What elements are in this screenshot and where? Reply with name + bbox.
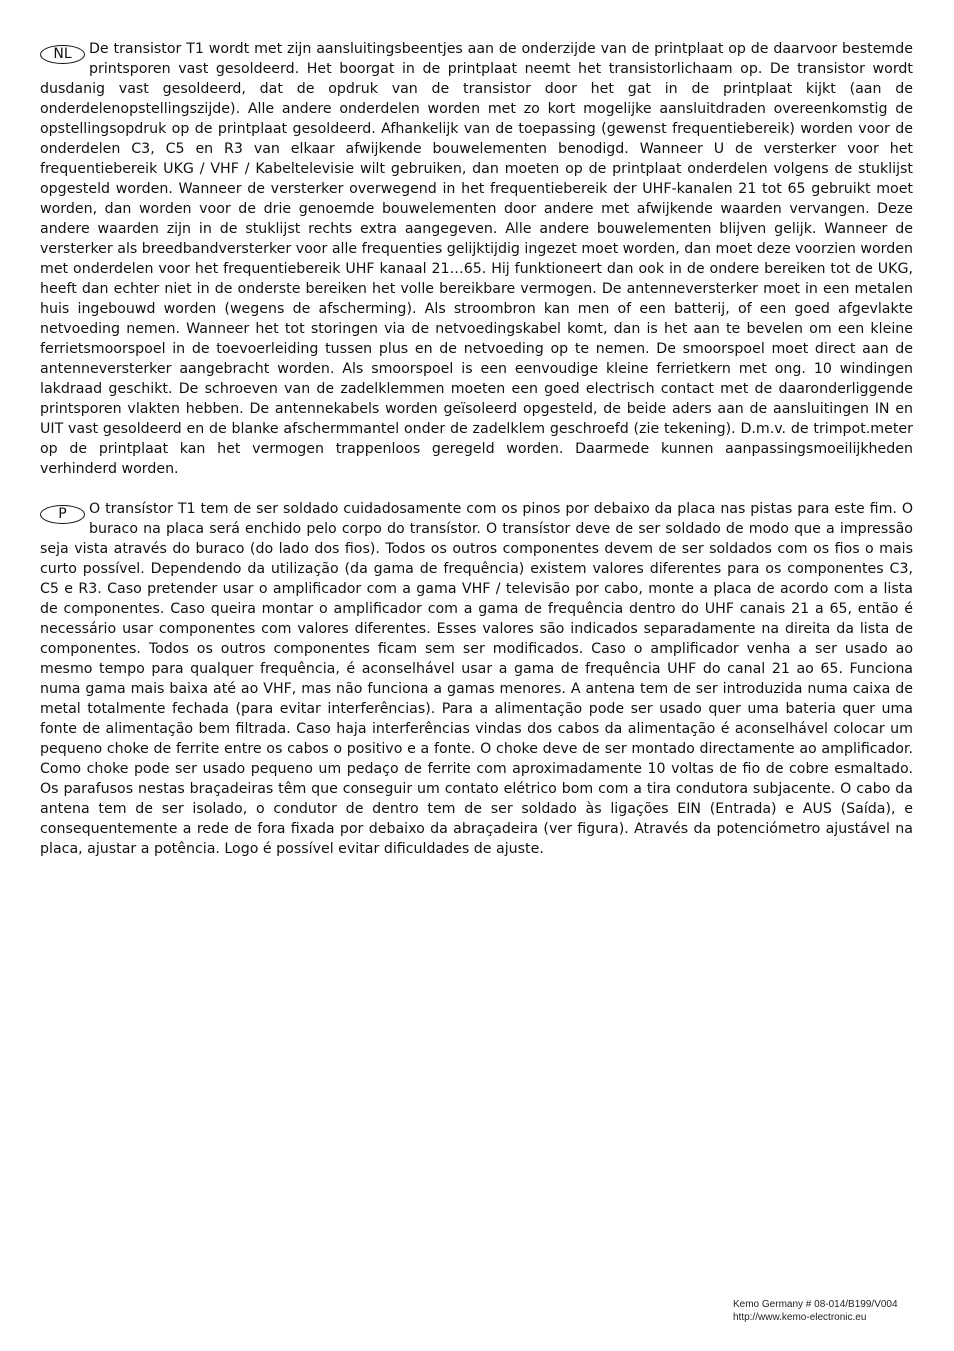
- section-portuguese: [40, 499, 913, 859]
- language-badge-nl: NL: [40, 45, 85, 64]
- footer-url: http://www.kemo-electronic.eu: [733, 1312, 867, 1323]
- footer: [733, 1298, 898, 1324]
- section-dutch-text: De transistor T1 wordt met zijn aansluitingsbeentjes aan de onderzijde van de printplaat op de daarvoor bestemde printsporen vast gesoldeerd. Het boorgat in de printplaat neemt het transistorlichaam op. De transistor wordt dusdanig vast gesoldeerd, dat de opdruk van de transistor door het gat in de printplaat kijkt (aan de onderdelenopstellingszijde). Alle andere onderdelen worden met zo kort mogelijke aansluitdraden overeenkomstig de opstellingsopdruk op de printplaat gesoldeerd. Afhankelijk van de toepassing (gewenst frequentiebereik) worden voor de onderdelen C3, C5 en R3 van elkaar afwijkende bouwelementen benodigd. Wanneer U de versterker voor het frequentiebereik UKG / VHF / Kabeltelevisie wilt gebruiken, dan moeten op de printplaat onderdelen volgens de stuklijst opgesteld worden. Wanneer de versterker overwegend in het frequentiebereik der UHF-kanalen 21 tot 65 gebruikt moet worden, dan worden voor de drie genoemde bouwelementen door andere met afwijkende waarden vervangen. Deze andere waarden zijn in de stuklijst rechts extra aangegeven. Alle andere bouwelementen blijven gelijk. Wanneer de versterker als breedbandversterker voor alle frequenties gelijktijdig ingezet moet worden, dan moet deze voorzien worden met onderdelen voor het frequentiebereik UHF kanaal 21…65. Hij funktioneert dan ook in de ondere bereiken tot de UKG, heeft dan echter niet in de onderste bereiken het volle bereikbare vermogen. De antenneversterker moet in een metalen huis ingebouwd worden (wegens de afscherming). Als stroombron kan men of een batterij, of een goed afgevlakte netvoeding nemen. Wanneer het tot storingen via de netvoedingskabel komt, dan is het aan te bevelen om een kleine ferrietsmoorspoel in de toevoerleiding tussen plus en de netvoeding op te nemen. De smoorspoel moet direct aan de antenneversterker aangebracht worden. Als smoorspoel is een eenvoudige kleine ferrietkern met ong. 10 windingen lakdraad geschikt. De schroeven van de zadelklemmen moeten een goed electrisch contact met de daaronderliggende printsporen vlakten hebben. De antennekabels worden geïsoleerd opgesteld, de beide aders aan de aansluitingen IN en UIT vast gesoldeerd en de blanke afschermmantel onder de zadelklem geschroefd (zie tekening). D.m.v. de trimpot.meter op de printplaat kan het vermogen trappenloos geregeld worden. Daarmede kunnen aanpassingsmoeilijkheden verhinderd worden.: [40, 41, 913, 477]
- language-badge-p: P: [40, 505, 85, 524]
- section-portuguese-text: O transístor T1 tem de ser soldado cuidadosamente com os pinos por debaixo da placa nas pistas para este fim. O buraco na placa será enchido pelo corpo do transístor. O transístor deve de ser soldado de modo que a impressão seja vista através do buraco (do lado dos fios). Todos os outros componentes devem de ser soldados com os fios o mais curto possível. Dependendo da utilização (da gama de frequência) existem valores diferentes para os componentes C3, C5 e R3. Caso pretender usar o amplificador com a gama VHF / televisão por cabo, monte a placa de acordo com a lista de componentes. Caso queira montar o amplificador com a gama de frequência dentro do UHF canais 21 a 65, então é necessário usar componentes com valores diferentes. Esses valores são indicados separadamente na direita da lista de componentes. Todos os outros componentes ficam sem ser modificados. Caso o amplificador venha a ser usado ao mesmo tempo para qualquer frequência, é aconselhável usar a gama de frequência UHF do canal 21 ao 65. Funciona numa gama mais baixa até ao VHF, mas não funciona a gamas menores. A antena tem de ser introduzida numa caixa de metal totalmente fechada (para evitar interferências). Para a alimentação pode ser usado quer uma bateria quer uma fonte de alimentação bem filtrada. Caso haja interferências vindas dos cabos da alimentação é aconselhável colocar um pequeno choke de ferrite entre os cabos o positivo e a fonte. O choke deve de ser montado directamente ao amplificador. Como choke pode ser usado pequeno um pedaço de ferrite com aproximadamente 10 voltas de fio de cobre esmaltado. Os parafusos nestas braçadeiras têm que conseguir um contato elétrico bom com a tira condutora subjacente. O cabo da antena tem de ser isolado, o condutor de dentro tem de ser soldado às ligações EIN (Entrada) e AUS (Saída), e consequentemente a rede de fora fixada por debaixo da abraçadeira (ver figura). Através da potenciómetro ajustável na placa, ajustar a potência. Logo é possível evitar dificuldades de ajuste.: [40, 501, 913, 857]
- section-dutch: [40, 39, 913, 479]
- footer-doc-id: Kemo Germany # 08-014/B199/V004: [733, 1299, 898, 1310]
